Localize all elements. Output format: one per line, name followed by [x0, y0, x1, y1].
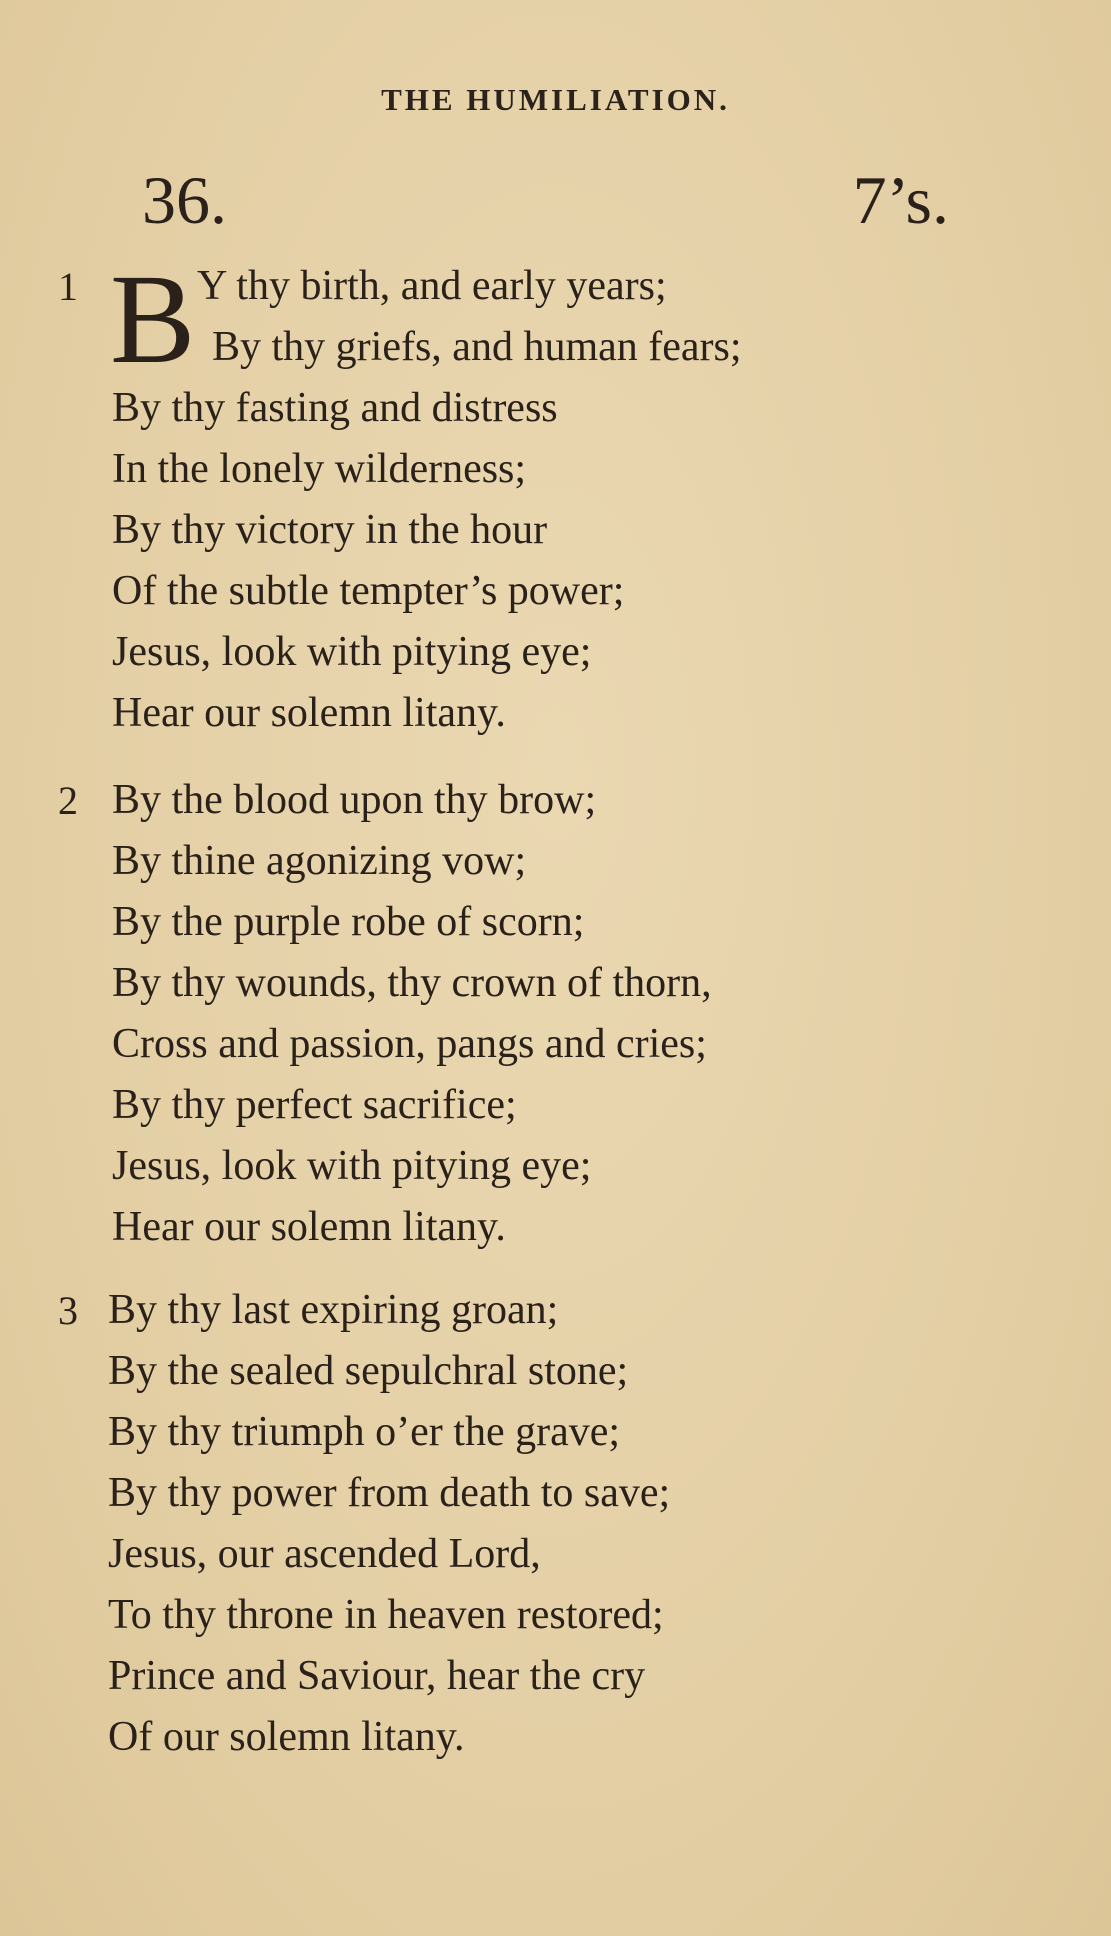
verse-1-line-4: In the lonely wilderness;	[112, 446, 527, 492]
verse-1-line-2: By thy griefs, and human fears;	[212, 324, 742, 370]
running-head: THE HUMILIATION.	[381, 82, 730, 117]
verse-2-line-1: By the blood upon thy brow;	[112, 777, 597, 823]
verse-1-line-3: By thy fasting and distress	[112, 385, 558, 431]
verse-2-number: 2	[58, 778, 78, 823]
verse-2-line-6: By thy perfect sacrifice;	[112, 1082, 517, 1128]
verse-2-line-5: Cross and passion, pangs and cries;	[112, 1021, 707, 1067]
verse-1-line-8: Hear our solemn litany.	[112, 690, 506, 736]
verse-3-number: 3	[58, 1288, 78, 1333]
drop-cap: B	[110, 248, 196, 390]
verse-3-line-3: By thy triumph o’er the grave;	[108, 1409, 621, 1455]
verse-2-line-7: Jesus, look with pitying eye;	[112, 1143, 592, 1189]
verse-3-line-6: To thy throne in heaven restored;	[108, 1592, 664, 1638]
verse-2-line-4: By thy wounds, thy crown of thorn,	[112, 960, 712, 1006]
verse-3-line-2: By the sealed sepulchral stone;	[108, 1348, 629, 1394]
verse-3-line-8: Of our solemn litany.	[108, 1714, 465, 1760]
verse-1-line-1: Y thy birth, and early years;	[197, 263, 667, 309]
verse-1-line-5: By thy victory in the hour	[112, 507, 548, 553]
verse-1-number: 1	[58, 264, 78, 309]
verse-3-line-7: Prince and Saviour, hear the cry	[108, 1653, 646, 1699]
verse-3-line-4: By thy power from death to save;	[108, 1470, 671, 1516]
verse-2-line-8: Hear our solemn litany.	[112, 1204, 506, 1250]
hymn-number: 36.	[142, 162, 227, 238]
verse-1-line-6: Of the subtle tempter’s power;	[112, 568, 625, 614]
verse-1-line-7: Jesus, look with pitying eye;	[112, 629, 592, 675]
verse-2-line-2: By thine agonizing vow;	[112, 838, 527, 884]
verse-3-line-5: Jesus, our ascended Lord,	[108, 1531, 541, 1577]
hymn-meter: 7’s.	[852, 162, 949, 238]
verse-3-line-1: By thy last expiring groan;	[108, 1287, 559, 1333]
verse-2-line-3: By the purple robe of scorn;	[112, 899, 585, 945]
